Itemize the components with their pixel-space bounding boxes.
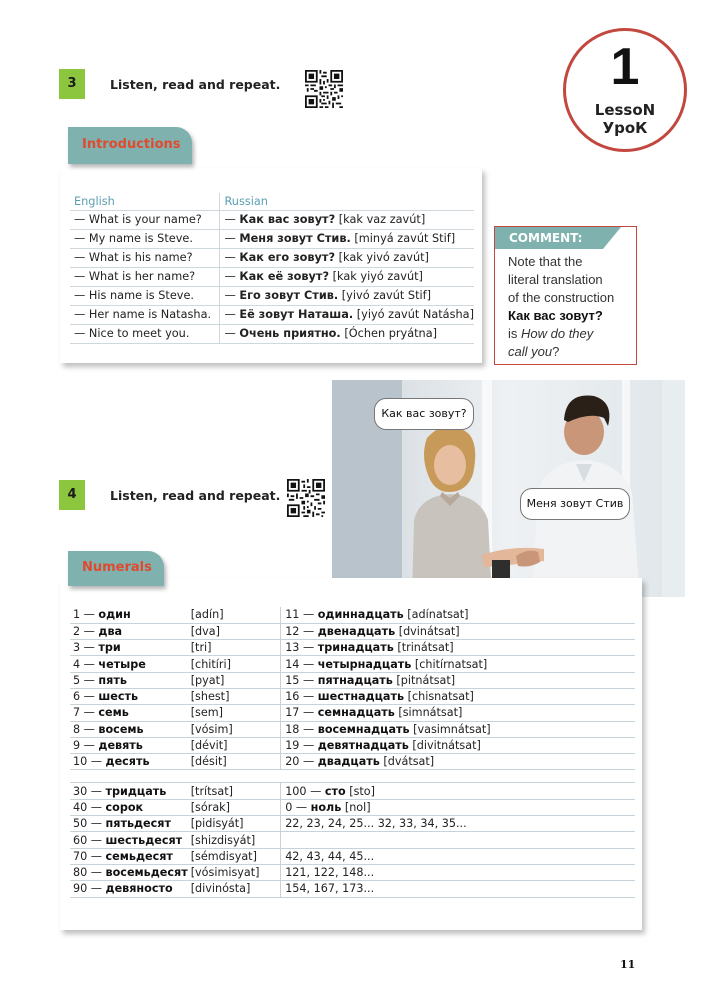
numeral-digit: 90 — xyxy=(73,882,106,896)
dash: — xyxy=(224,213,240,226)
russian-phrase: Её зовут Наташа. xyxy=(239,308,354,321)
introductions-table xyxy=(70,193,474,344)
numeral-word-cell xyxy=(70,737,188,753)
numeral-digit: 11 — xyxy=(285,608,318,622)
numeral-word: девять xyxy=(98,739,143,753)
numeral-digit: 2 — xyxy=(73,624,99,638)
numeral-digit: 13 — xyxy=(285,641,318,655)
english-phrase-cell xyxy=(70,324,220,343)
numeral-word: четыре xyxy=(98,657,146,671)
numeral-right-cell xyxy=(281,832,635,848)
numeral-transliteration: [vasimnátsat] xyxy=(409,722,491,736)
english-phrase-cell xyxy=(70,229,220,248)
exercise-3-number: 3 xyxy=(59,69,85,99)
comment-russian-phrase: Как вас зовут? xyxy=(508,308,603,323)
numeral-right-cell xyxy=(281,623,635,639)
russian-phrase: Его зовут Стив. xyxy=(239,289,339,302)
numeral-transliteration: [sémdisyat] xyxy=(190,849,257,863)
numeral-transliteration-cell xyxy=(188,754,281,770)
numeral-transliteration-cell xyxy=(188,799,281,815)
numeral-word-cell xyxy=(70,656,188,672)
numeral-transliteration: [dévit] xyxy=(190,739,228,753)
lesson-label-en: LessoN xyxy=(594,101,656,119)
numeral-transliteration-cell xyxy=(188,721,281,737)
comment-literal-translation: How do they xyxy=(521,326,594,341)
comment-box xyxy=(494,226,637,365)
table-row xyxy=(70,737,635,753)
numeral-digit: 70 — xyxy=(73,849,106,863)
numeral-word: два xyxy=(98,624,123,638)
numeral-right-cell xyxy=(281,816,635,832)
russian-phrase: Очень приятно. xyxy=(239,327,341,340)
numeral-transliteration-cell xyxy=(188,656,281,672)
english-phrase: — My name is Steve. xyxy=(74,232,193,245)
numeral-word: семнадцать xyxy=(317,706,395,720)
numeral-transliteration: [nol] xyxy=(341,800,371,814)
comment-heading-corner xyxy=(603,227,621,249)
numeral-right-cell xyxy=(281,783,635,799)
numeral-transliteration: [pitnátsat] xyxy=(392,673,456,687)
table-row xyxy=(70,799,635,815)
russian-phrase: Как вас зовут? xyxy=(239,213,336,226)
exercise-3-title: Listen, read and repeat. xyxy=(110,77,281,92)
table-row xyxy=(70,705,635,721)
numeral-word: девятнадцать xyxy=(317,739,409,753)
transliteration: [kak yivó zavút] xyxy=(335,251,429,264)
numeral-word: ноль xyxy=(310,800,342,814)
numeral-transliteration: [chitírnatsat] xyxy=(411,657,488,671)
column-header-english: English xyxy=(70,193,220,210)
russian-phrase-cell xyxy=(220,305,474,324)
table-row xyxy=(70,783,635,799)
table-row xyxy=(70,623,635,639)
numeral-word: семьдесят xyxy=(105,849,173,863)
numeral-word: тридцать xyxy=(105,784,167,798)
table-row xyxy=(70,248,474,267)
numeral-digit: 40 — xyxy=(73,800,106,814)
dash: — xyxy=(224,289,240,302)
numeral-word: одиннадцать xyxy=(317,608,404,622)
numeral-word: шестьдесят xyxy=(105,833,183,847)
qr-code-icon[interactable] xyxy=(305,70,343,108)
russian-phrase-cell xyxy=(220,267,474,286)
introductions-tab: Introductions xyxy=(68,127,192,164)
numeral-transliteration: [divitnátsat] xyxy=(408,739,481,753)
table-gap-cell xyxy=(70,770,635,783)
numeral-transliteration: [sto] xyxy=(345,784,376,798)
numeral-word: пять xyxy=(98,673,127,687)
table-row xyxy=(70,672,635,688)
numeral-word-cell xyxy=(70,881,188,897)
numeral-transliteration: [trinátsat] xyxy=(393,641,454,655)
numeral-transliteration: [trítsat] xyxy=(190,784,233,798)
english-phrase-cell xyxy=(70,210,220,229)
numeral-right-cell xyxy=(281,881,635,897)
numeral-word-cell xyxy=(70,799,188,815)
numeral-transliteration-cell xyxy=(188,623,281,639)
russian-phrase-cell xyxy=(220,210,474,229)
transliteration: [Óchen pryátna] xyxy=(340,327,438,340)
transliteration: [yivó zavút Stif] xyxy=(338,289,432,302)
russian-phrase-cell xyxy=(220,229,474,248)
numeral-transliteration-cell xyxy=(188,832,281,848)
numeral-word: восемь xyxy=(98,722,144,736)
english-phrase-cell xyxy=(70,267,220,286)
english-phrase-cell xyxy=(70,248,220,267)
numeral-transliteration: [shizdisyát] xyxy=(190,833,256,847)
table-row xyxy=(70,607,635,623)
numeral-word-cell xyxy=(70,640,188,656)
numeral-word-cell xyxy=(70,705,188,721)
english-phrase-cell xyxy=(70,305,220,324)
numeral-right-cell xyxy=(281,864,635,880)
comment-text xyxy=(508,253,636,361)
numeral-digit: 154, 167, 173... xyxy=(285,882,375,896)
numeral-transliteration-cell xyxy=(188,737,281,753)
numeral-word-cell xyxy=(70,721,188,737)
english-phrase: — What is his name? xyxy=(74,251,193,264)
numeral-digit: 80 — xyxy=(73,866,106,880)
numeral-transliteration-cell xyxy=(188,672,281,688)
numeral-digit: 18 — xyxy=(285,722,318,736)
numeral-transliteration-cell xyxy=(188,881,281,897)
numeral-transliteration: [dvátsat] xyxy=(379,755,435,769)
russian-phrase-cell xyxy=(220,286,474,305)
handshake-photo xyxy=(332,380,685,597)
table-row xyxy=(70,656,635,672)
numeral-transliteration: [pidisyát] xyxy=(190,817,244,831)
dash: — xyxy=(224,232,240,245)
numeral-digit: 100 — xyxy=(285,784,325,798)
comment-line: of the construction xyxy=(508,290,615,305)
speech-bubble-man: Меня зовут Стив xyxy=(520,488,630,520)
table-row xyxy=(70,210,474,229)
numeral-digit: 50 — xyxy=(73,817,106,831)
table-row xyxy=(70,229,474,248)
numeral-word: двадцать xyxy=(317,755,380,769)
numeral-transliteration: [sem] xyxy=(190,706,224,720)
numerals-table xyxy=(70,607,635,898)
numeral-word-cell xyxy=(70,754,188,770)
numeral-right-cell xyxy=(281,799,635,815)
numeral-digit: 4 — xyxy=(73,657,99,671)
comment-line: is xyxy=(508,326,521,341)
table-row xyxy=(70,864,635,880)
numeral-word: девяносто xyxy=(105,882,173,896)
numeral-digit: 8 — xyxy=(73,722,99,736)
numeral-right-cell xyxy=(281,607,635,623)
table-row xyxy=(70,286,474,305)
numeral-digit: 10 — xyxy=(73,755,106,769)
russian-phrase: Как его зовут? xyxy=(239,251,336,264)
numeral-right-cell xyxy=(281,672,635,688)
numeral-word: сорок xyxy=(105,800,144,814)
speech-bubble-woman: Как вас зовут? xyxy=(374,398,474,430)
numeral-transliteration: [vósimisyat] xyxy=(190,866,260,880)
numeral-right-cell xyxy=(281,656,635,672)
numeral-transliteration: [chisnatsat] xyxy=(404,690,474,704)
numeral-right-cell xyxy=(281,640,635,656)
russian-phrase: Как её зовут? xyxy=(239,270,330,283)
dash: — xyxy=(224,270,240,283)
transliteration: [kak yiyó zavút] xyxy=(329,270,423,283)
numeral-transliteration: [simnátsat] xyxy=(394,706,463,720)
numeral-transliteration: [vósim] xyxy=(190,722,233,736)
numeral-right-cell xyxy=(281,705,635,721)
numerals-tab: Numerals xyxy=(68,551,164,586)
table-row xyxy=(70,640,635,656)
english-phrase-cell xyxy=(70,286,220,305)
comment-line: ? xyxy=(552,344,560,359)
numeral-word-cell xyxy=(70,832,188,848)
table-row xyxy=(70,688,635,704)
english-phrase: — Nice to meet you. xyxy=(74,327,190,340)
transliteration: [kak vaz zavút] xyxy=(335,213,426,226)
numeral-word-cell xyxy=(70,864,188,880)
english-phrase: — What is your name? xyxy=(74,213,202,226)
numeral-word: восемнадцать xyxy=(317,722,410,736)
transliteration: [yiyó zavút Natásha] xyxy=(353,308,474,321)
numeral-digit: 121, 122, 148... xyxy=(285,866,375,880)
numeral-word-cell xyxy=(70,783,188,799)
table-gap-row xyxy=(70,770,635,783)
numeral-digit: 7 — xyxy=(73,706,99,720)
exercise-4-number: 4 xyxy=(59,480,85,510)
table-row xyxy=(70,881,635,897)
numeral-digit: 15 — xyxy=(285,673,318,687)
numeral-transliteration: [sórak] xyxy=(190,800,231,814)
numeral-word-cell xyxy=(70,672,188,688)
numeral-digit: 9 — xyxy=(73,739,99,753)
numeral-word-cell xyxy=(70,623,188,639)
table-row xyxy=(70,267,474,286)
transliteration: [minyá zavút Stif] xyxy=(350,232,456,245)
russian-phrase: Меня зовут Стив. xyxy=(239,232,351,245)
english-phrase: — Her name is Natasha. xyxy=(74,308,212,321)
numeral-transliteration: [pyat] xyxy=(190,673,225,687)
lesson-badge xyxy=(563,28,687,152)
numeral-transliteration: [tri] xyxy=(190,641,212,655)
numeral-digit: 42, 43, 44, 45... xyxy=(285,849,375,863)
numeral-digit: 30 — xyxy=(73,784,106,798)
numeral-transliteration-cell xyxy=(188,848,281,864)
numeral-transliteration: [désit] xyxy=(190,755,227,769)
dash: — xyxy=(224,308,240,321)
russian-phrase-cell xyxy=(220,324,474,343)
numeral-digit: 5 — xyxy=(73,673,99,687)
numeral-word: семь xyxy=(98,706,129,720)
numeral-transliteration-cell xyxy=(188,607,281,623)
table-row xyxy=(70,832,635,848)
table-row xyxy=(70,324,474,343)
numeral-right-cell xyxy=(281,848,635,864)
comment-line: Note that the xyxy=(508,254,583,269)
numeral-digit: 0 — xyxy=(285,800,311,814)
dash: — xyxy=(224,327,240,340)
numeral-transliteration-cell xyxy=(188,783,281,799)
numeral-digit: 60 — xyxy=(73,833,106,847)
numeral-word: пятьдесят xyxy=(105,817,171,831)
russian-phrase-cell xyxy=(220,248,474,267)
numeral-digit: 14 — xyxy=(285,657,318,671)
numeral-word: двенадцать xyxy=(317,624,396,638)
numeral-digit: 6 — xyxy=(73,690,99,704)
numeral-digit: 22, 23, 24, 25... 32, 33, 34, 35... xyxy=(285,817,467,831)
table-row xyxy=(70,754,635,770)
numeral-word: три xyxy=(98,641,121,655)
numeral-right-cell xyxy=(281,754,635,770)
table-row xyxy=(70,816,635,832)
numeral-word-cell xyxy=(70,816,188,832)
english-phrase: — His name is Steve. xyxy=(74,289,195,302)
table-header-row xyxy=(70,193,474,210)
page-number: 11 xyxy=(620,958,636,971)
numeral-transliteration: [dva] xyxy=(190,624,220,638)
numeral-word: сто xyxy=(324,784,346,798)
numeral-word-cell xyxy=(70,607,188,623)
numeral-transliteration-cell xyxy=(188,705,281,721)
numeral-word: один xyxy=(98,608,131,622)
numeral-right-cell xyxy=(281,737,635,753)
numeral-word-cell xyxy=(70,848,188,864)
numeral-word: шестнадцать xyxy=(317,690,405,704)
numeral-transliteration: [dvinátsat] xyxy=(395,624,460,638)
dash: — xyxy=(224,251,240,264)
numeral-transliteration: [divinósta] xyxy=(190,882,251,896)
numeral-word: тринадцать xyxy=(317,641,394,655)
numeral-transliteration: [chitíri] xyxy=(190,657,231,671)
exercise-4-title: Listen, read and repeat. xyxy=(110,488,281,503)
numeral-word-cell xyxy=(70,688,188,704)
table-row xyxy=(70,305,474,324)
lesson-label-ru: УроК xyxy=(602,119,648,137)
numeral-transliteration-cell xyxy=(188,640,281,656)
numeral-digit: 19 — xyxy=(285,739,318,753)
numeral-digit: 17 — xyxy=(285,706,318,720)
numeral-right-cell xyxy=(281,688,635,704)
numeral-digit: 3 — xyxy=(73,641,99,655)
numeral-transliteration: [adín] xyxy=(190,608,224,622)
table-row xyxy=(70,848,635,864)
numeral-transliteration: [adínatsat] xyxy=(403,608,469,622)
numeral-word: десять xyxy=(105,755,150,769)
comment-line: literal translation xyxy=(508,272,603,287)
comment-heading: COMMENT: xyxy=(495,227,603,249)
numeral-word: четырнадцать xyxy=(317,657,412,671)
numeral-digit: 20 — xyxy=(285,755,318,769)
table-row xyxy=(70,721,635,737)
numeral-digit: 1 — xyxy=(73,608,99,622)
qr-code-icon[interactable] xyxy=(287,479,325,517)
column-header-russian: Russian xyxy=(220,193,474,210)
comment-literal-translation: call you xyxy=(508,344,553,359)
numeral-word: восемьдесят xyxy=(105,866,188,880)
numeral-transliteration-cell xyxy=(188,864,281,880)
numeral-right-cell xyxy=(281,721,635,737)
english-phrase: — What is her name? xyxy=(74,270,196,283)
numeral-digit: 12 — xyxy=(285,624,318,638)
numeral-transliteration-cell xyxy=(188,816,281,832)
numeral-word: шесть xyxy=(98,690,139,704)
lesson-number: 1 xyxy=(610,38,640,96)
numeral-word: пятнадцать xyxy=(317,673,393,687)
numeral-digit: 16 — xyxy=(285,690,318,704)
numeral-transliteration: [shest] xyxy=(190,690,230,704)
numeral-transliteration-cell xyxy=(188,688,281,704)
